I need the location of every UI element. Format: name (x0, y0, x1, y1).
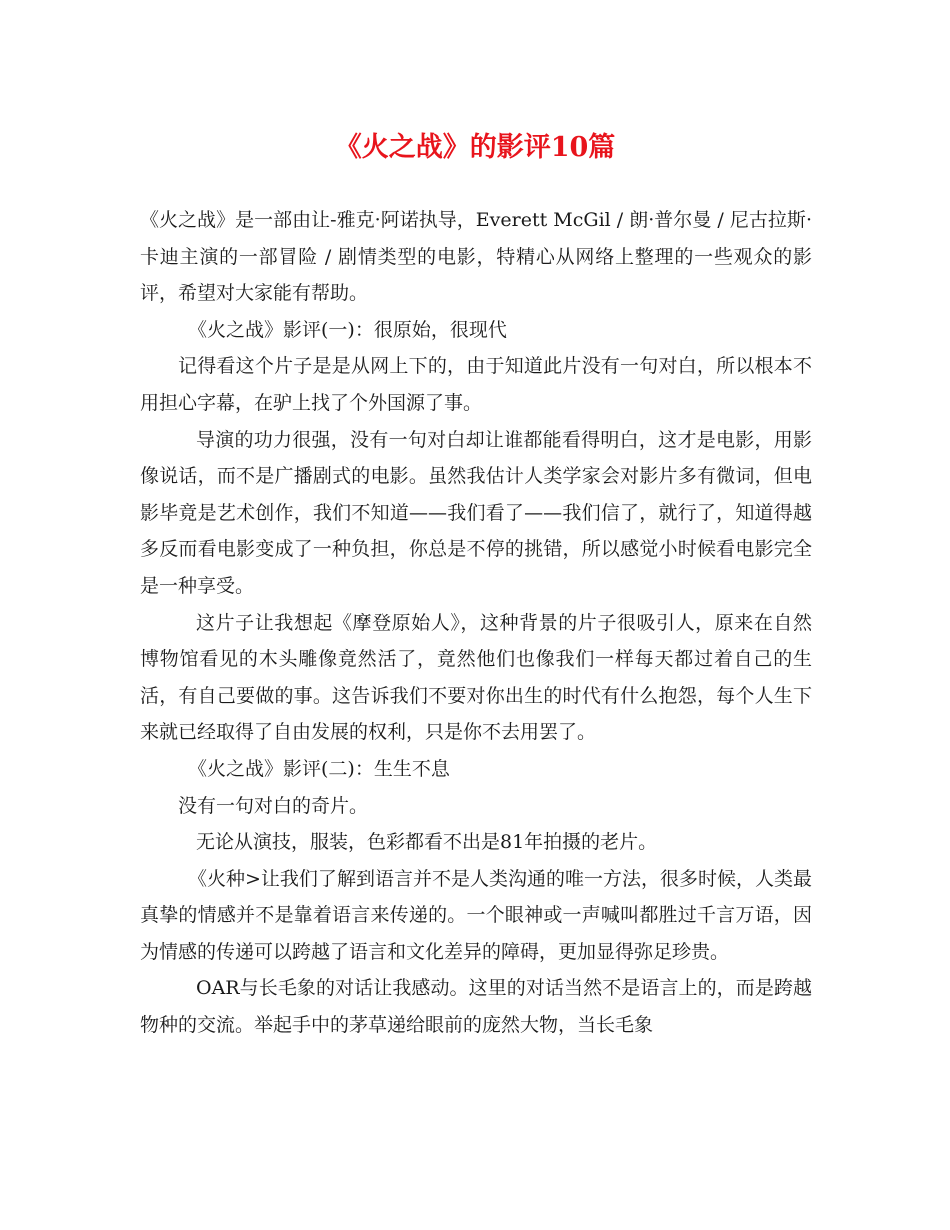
document-body (140, 202, 812, 1044)
paragraph: 没有一句对白的奇片。 (178, 794, 369, 817)
paragraph: 这片子让我想起《摩登原始人》，这种背景的片子很吸引人，原来在自然博物馆看见的木头雕像竟然活了，竟然他们也像我们一样每天都过着自己的生活，有自己要做的事。这告诉我们不要对你出生的时代有什么抱怨，每个人生下来就已经取得了自由发展的权利，只是你不去用罢了。 (140, 611, 812, 744)
paragraph: 导演的功力很强，没有一句对白却让谁都能看得明白，这才是电影，用影像说话，而不是广播剧式的电影。虽然我估计人类学家会对影片多有微词，但电影毕竟是艺术创作，我们不知道——我们看了——我们信了，就行了，知道得越多反而看电影变成了一种负担，你总是不停的挑错，所以感觉小时候看电影完全是一种享受。 (140, 428, 812, 597)
paragraph: 《火种>让我们了解到语言并不是人类沟通的唯一方法，很多时候，人类最真挚的情感并不是靠着语言来传递的。一个眼神或一声喊叫都胜过千言万语，因为情感的传递可以跨越了语言和文化差异的障碍，更加显得弥足珍贵。 (140, 867, 812, 963)
document-title: 《火之战》的影评10篇 (334, 132, 616, 163)
review-heading-2: 《火之战》影评(二)：生生不息 (188, 757, 450, 780)
review-heading-1: 《火之战》影评(一)：很原始，很现代 (188, 318, 507, 341)
intro-paragraph: 《火之战》是一部由让-雅克·阿诺执导，Everett McGil / 朗·普尔曼 / 尼古拉斯·卡迪主演的一部冒险 / 剧情类型的电影，特精心从网络上整理的一些观众的影评，希望对大家能有帮助。 (140, 209, 812, 305)
paragraph: 记得看这个片子是是从网上下的，由于知道此片没有一句对白，所以根本不用担心字幕，在驴上找了个外国源了事。 (140, 355, 812, 414)
paragraph: OAR与长毛象的对话让我感动。这里的对话当然不是语言上的，而是跨越物种的交流。举起手中的茅草递给眼前的庞然大物，当长毛象 (140, 977, 812, 1037)
paragraph: 无论从演技，服装，色彩都看不出是81年拍摄的老片。 (196, 831, 658, 854)
